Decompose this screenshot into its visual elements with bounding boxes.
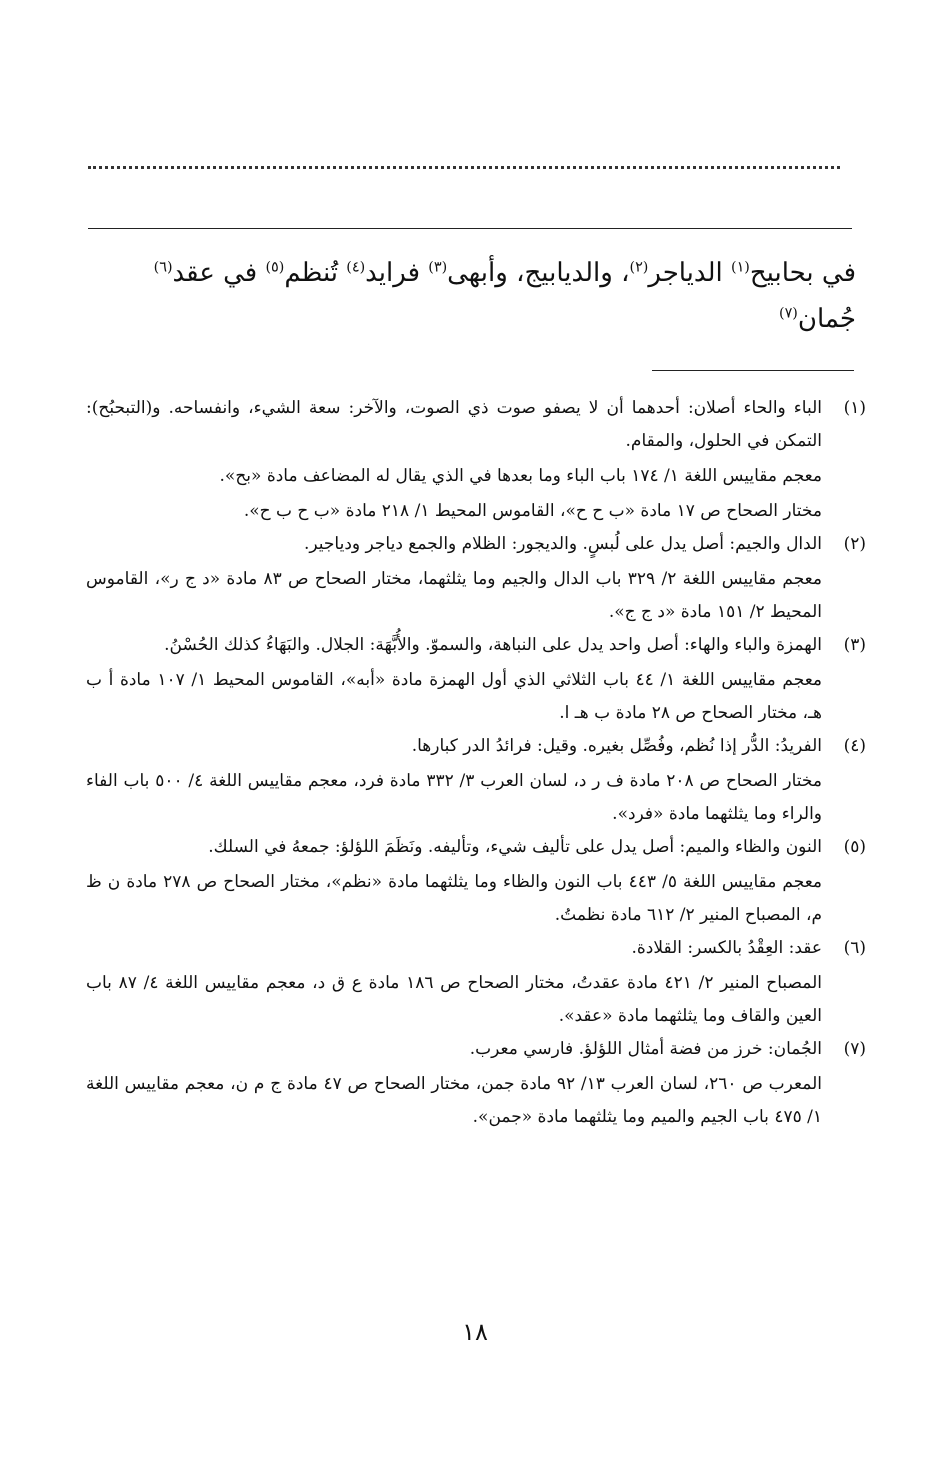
footnote-reference: مختار الصحاح ص ٢٠٨ مادة ف ر د، لسان العرب ٣/ ٣٣٢ مادة فرد، معجم مقاييس اللغة ٤/ ٥٠٠ باب الفاء والراء وما يثلثهما مادة «فرد».: [86, 771, 823, 824]
page-number: ١٨: [462, 1318, 488, 1346]
footnote-number: (٣): [843, 635, 866, 655]
footnote-number: (٧): [843, 1039, 866, 1059]
footnote-body: [86, 730, 822, 831]
footnote-ref[interactable]: (١): [730, 259, 750, 276]
footnote-definition: الجُمان: خرز من فضة أمثال اللؤلؤ. فارسي معرب.: [469, 1039, 822, 1059]
footnote-number: (٤): [843, 736, 866, 756]
footnote-definition: الباء والحاء أصلان: أحدهما أن لا يصفو صوت ذي الصوت، والآخر: سعة الشيء، وانفساحه. و(التبحبُح): التمكن في الحلول، والمقام.: [86, 398, 822, 451]
footnote-definition: الدال والجيم: أصل يدل على لُبسٍ. والديجور: الظلام والجمع دياجر ودياجير.: [304, 534, 822, 554]
footnote-number: (٥): [843, 837, 866, 857]
footnote: [86, 629, 866, 730]
verse-segment: فرايد$^{(٤)}$: [346, 258, 429, 288]
verse-segment: الدياجر$^{(٢)}$: [629, 258, 731, 288]
dotted-separator: [88, 166, 840, 169]
footnote-reference: معجم مقاييس اللغة ١/ ١٧٤ باب الباء وما بعدها في الذي يقال له المضاعف مادة «بح».: [219, 466, 822, 486]
footnote-body: [86, 1033, 822, 1134]
footnote-ref[interactable]: (٤): [346, 259, 366, 276]
verse-segment: في بحابيح$^{(١)}$: [730, 258, 856, 288]
footnote-reference: معجم مقاييس اللغة ٢/ ٣٢٩ باب الدال والجيم وما يثلثهما، مختار الصحاح ص ٨٣ مادة «د ج ر»، القاموس المحيط ٢/ ١٥١ مادة «د ج ج».: [86, 569, 822, 622]
footnote: [86, 528, 866, 629]
footnote-definition: الهمزة والباء والهاء: أصل واحد يدل على النباهة، والسموّ. والأُبَّهَة: الجلال. والبَهَاءُ كذلك الحُسْنُ.: [164, 635, 822, 655]
verse-line-2: [86, 296, 856, 342]
footnote-ref[interactable]: (٥): [265, 259, 285, 276]
verse-text: [86, 250, 856, 342]
verse-segment: ، والديابيج، وأبهى$^{(٣)}$: [428, 258, 630, 288]
footnote-ref[interactable]: (٧): [779, 305, 798, 322]
footnote-definition: النون والظاء والميم: أصل يدل على تأليف شيء، وتأليفه. ونَظَمَ اللؤلؤ: جمعهُ في السلك.: [208, 837, 822, 857]
verse-segment: في عقد$^{(٦)}$: [153, 258, 266, 288]
footnote-body: [86, 831, 822, 932]
footnote-body: [86, 629, 822, 730]
verse-segment: تُنظم$^{(٥)}$: [265, 258, 347, 288]
footnote-ref[interactable]: (٢): [629, 259, 649, 276]
footnote-definition: عقد: العِقْدُ بالكسر: القلادة.: [631, 938, 822, 958]
footnote-separator: [652, 370, 854, 371]
footnote-body: [86, 528, 822, 629]
footnote: [86, 932, 866, 1033]
top-rule: [88, 228, 852, 229]
verse-line-1: [86, 250, 856, 296]
footnote-ref[interactable]: (٦): [153, 259, 173, 276]
verse-segment: جُمان$^{(٧)}$: [779, 304, 856, 334]
footnote-reference: مختار الصحاح ص ١٧ مادة «ب ح ح»، القاموس المحيط ١/ ٢١٨ مادة «ب ح ب ح».: [243, 501, 822, 521]
footnote: [86, 730, 866, 831]
footnote-body: [86, 392, 822, 528]
footnote-reference: المعرب ص ٢٦٠، لسان العرب ١٣/ ٩٢ مادة جمن، مختار الصحاح ص ٤٧ مادة ج م ن، معجم مقاييس اللغة ١/ ٤٧٥ باب الجيم والميم وما يثلثهما مادة «جمن».: [86, 1074, 822, 1127]
footnote-body: [86, 932, 822, 1033]
footnote: [86, 392, 866, 528]
footnote-number: (٢): [843, 534, 866, 554]
footnote-reference: معجم مقاييس اللغة ١/ ٤٤ باب الثلاثي الذي أول الهمزة مادة «أبه»، القاموس المحيط ١/ ١٠٧ مادة أ ب هـ، مختار الصحاح ص ٢٨ مادة ب هـ ا.: [86, 670, 822, 723]
footnotes: [86, 392, 866, 1134]
footnote-ref[interactable]: (٣): [428, 259, 448, 276]
footnote: [86, 1033, 866, 1134]
footnote-number: (١): [843, 398, 866, 418]
footnote: [86, 831, 866, 932]
footnote-number: (٦): [843, 938, 866, 958]
footnote-reference: معجم مقاييس اللغة ٥/ ٤٤٣ باب النون والظاء وما يثلثهما مادة «نظم»، مختار الصحاح ص ٢٧٨ مادة ن ظ م، المصباح المنير ٢/ ٦١٢ مادة نظمتُ.: [86, 872, 822, 925]
footnote-reference: المصباح المنير ٢/ ٤٢١ مادة عقدتُ، مختار الصحاح ص ١٨٦ مادة ع ق د، معجم مقاييس اللغة ٤/ ٨٧ باب العين والقاف وما يثلثهما مادة «عقد».: [86, 973, 823, 1026]
footnote-definition: الفريدُ: الدُّر إذا نُظم، وفُصِّل بغيره. وقيل: فرائدُ الدر كبارها.: [411, 736, 822, 756]
